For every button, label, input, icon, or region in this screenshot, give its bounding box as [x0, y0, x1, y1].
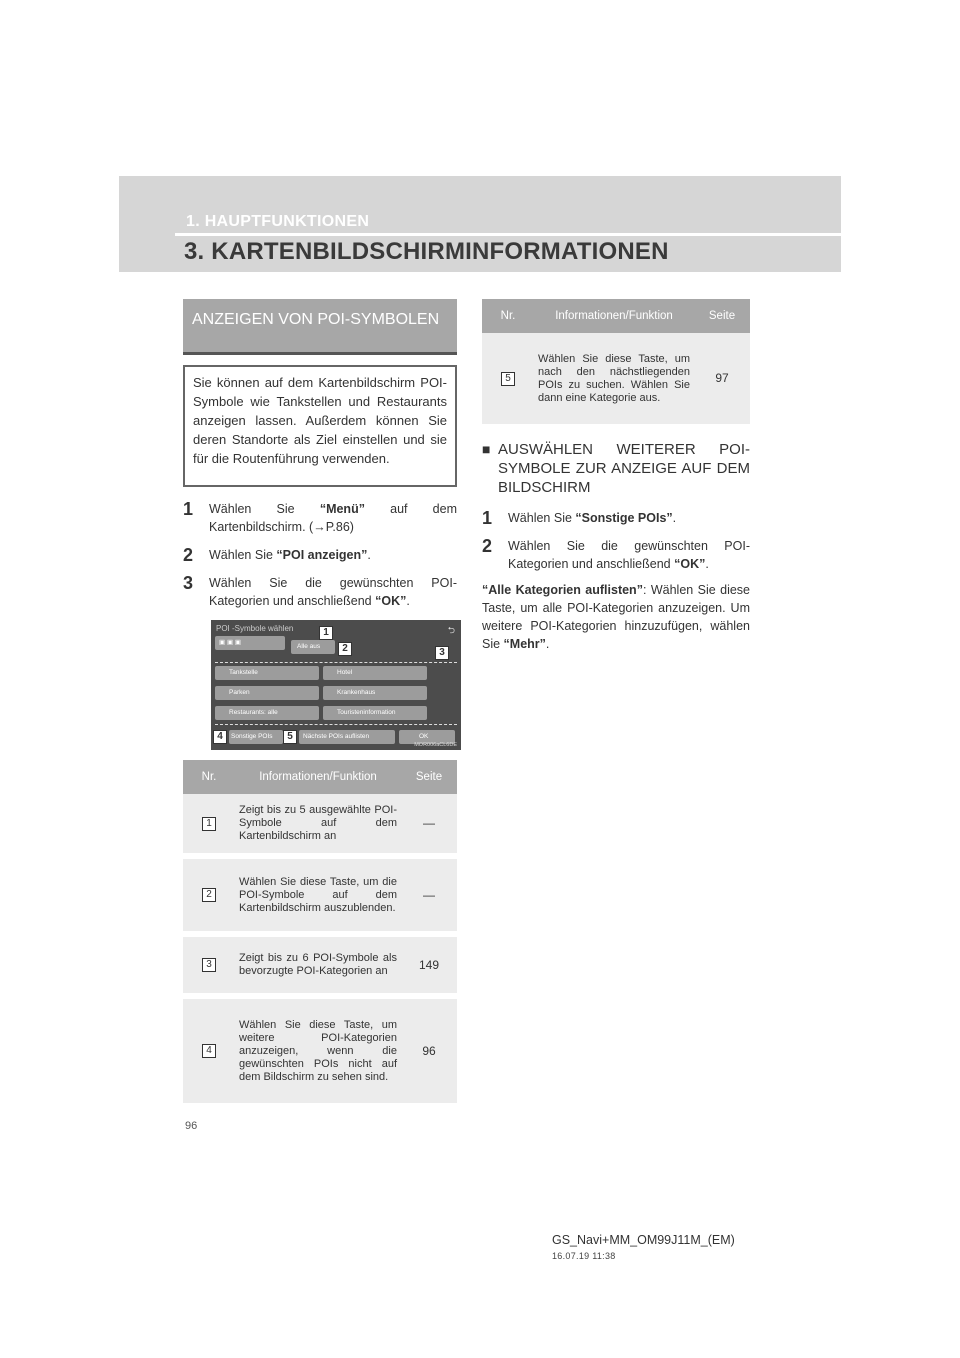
column-header: Seite	[694, 299, 750, 333]
info-table	[183, 760, 457, 1109]
intro-box: Sie können auf dem Kartenbildschirm POI-Symbole wie Tankstellen und Restaurants anzeigen lassen. Außerdem können Sie deren Standorte als Ziel einstellen und sie für die Routenführung verwenden.	[183, 365, 457, 487]
column-header: Nr.	[482, 299, 534, 333]
callout-1: 1	[319, 626, 333, 640]
back-icon[interactable]: ⮌	[447, 625, 455, 635]
row-number: 4	[202, 1044, 216, 1058]
row-info: Wählen Sie diese Taste, um die POI-Symbole auf dem Kartenbildschirm auszublenden.	[235, 856, 401, 934]
document-code: GS_Navi+MM_OM99J11M_(EM)	[552, 1233, 735, 1247]
ok-button[interactable]: OK	[399, 730, 455, 744]
step-number: 2	[183, 545, 194, 565]
table-row	[183, 996, 457, 1106]
screen-title: POI -Symbole wählen	[216, 624, 294, 633]
page-title: 3. KARTENBILDSCHIRMINFORMATIONEN	[184, 238, 669, 265]
row-number: 5	[501, 372, 515, 386]
left-column	[183, 299, 457, 1109]
divider	[215, 724, 457, 725]
alle-kategorien-reference: “Alle Kategorien auflisten”	[482, 583, 643, 597]
mehr-reference: “Mehr”	[503, 637, 546, 651]
step-number: 1	[183, 499, 194, 519]
note-paragraph: “Alle Kategorien auflisten”: Wählen Sie diese Taste, um alle POI-Kategorien anzuzeigen. Um weitere POI-Kategorien hinzuzufügen, wählen Sie “Mehr”.	[482, 583, 750, 651]
sonstige-pois-reference: “Sonstige POIs”	[575, 511, 673, 525]
row-number: 1	[202, 817, 216, 831]
selected-poi-icons: ▣ ▣ ▣	[215, 636, 285, 650]
poi-button-touristeninformation[interactable]: Touristeninformation	[323, 706, 427, 720]
column-header: Informationen/Funktion	[235, 760, 401, 794]
callout-4: 4	[213, 730, 227, 744]
info-table-continued	[482, 299, 750, 430]
ok-reference: “OK”	[375, 594, 407, 608]
step-1: 1 Wählen Sie “Sonstige POIs”.	[482, 508, 677, 528]
table-row	[183, 794, 457, 856]
step-number: 3	[183, 573, 194, 593]
figure-code: MOR006aCL6DE	[414, 742, 457, 748]
column-header: Informationen/Funktion	[534, 299, 694, 333]
step-3: 3 Wählen Sie die gewünschten POI-Kategorien und anschließend “OK”.	[183, 573, 457, 608]
step-2: 2 Wählen Sie “POI anzeigen”.	[183, 545, 371, 565]
poi-screen-figure	[211, 620, 461, 750]
poi-button-krankenhaus[interactable]: Krankenhaus	[323, 686, 427, 700]
row-page: 149	[401, 934, 457, 996]
step-2: 2 Wählen Sie die gewünschten POI-Kategorien und anschließend “OK”.	[482, 536, 750, 571]
row-page: —	[401, 794, 457, 856]
poi-button-parken[interactable]: Parken	[215, 686, 319, 700]
column-header: Seite	[401, 760, 457, 794]
row-number: 2	[202, 888, 216, 902]
table-row	[183, 856, 457, 934]
row-page: 96	[401, 996, 457, 1106]
callout-5: 5	[283, 730, 297, 744]
callout-3: 3	[435, 646, 449, 660]
callout-2: 2	[338, 642, 352, 656]
square-bullet-icon: ■	[482, 441, 491, 457]
table-header-row	[183, 760, 457, 794]
alle-aus-button[interactable]: Alle aus	[291, 640, 335, 654]
subsection-heading: ■ AUSWÄHLEN WEITERER POI-SYMBOLE ZUR ANZEIGE AUF DEM BILDSCHIRM	[482, 441, 750, 496]
section-label: 1. HAUPTFUNKTIONEN	[186, 213, 370, 230]
poi-button-restaurants[interactable]: Restaurants: alle	[215, 706, 319, 720]
row-info: Zeigt bis zu 6 POI-Symbole als bevorzugte POI-Kategorien an	[235, 934, 401, 996]
step-number: 2	[482, 536, 493, 556]
table-row	[183, 934, 457, 996]
section-title: ANZEIGEN VON POI-SYMBOLEN	[183, 299, 457, 355]
ok-reference: “OK”	[674, 557, 706, 571]
poi-button-hotel[interactable]: Hotel	[323, 666, 427, 680]
row-info: Wählen Sie diese Taste, um weitere POI-Kategorien anzuzeigen, wenn die gewünschten POIs nicht auf dem Bildschirm zu sehen sind.	[235, 996, 401, 1106]
right-column	[482, 299, 750, 653]
menu-reference: “Menü”	[319, 502, 365, 516]
column-header: Nr.	[183, 760, 235, 794]
naechste-pois-button[interactable]: Nächste POIs auflisten	[299, 730, 395, 744]
step-1: 1 Wählen Sie “Menü” auf dem Kartenbildschirm. (→P.86)	[183, 499, 457, 534]
step-number: 1	[482, 508, 493, 528]
sonstige-pois-button[interactable]: Sonstige POIs	[229, 730, 283, 744]
row-number: 3	[202, 958, 216, 972]
table-header-row	[482, 299, 750, 333]
row-page: —	[401, 856, 457, 934]
page-number: 96	[185, 1120, 198, 1132]
row-page: 97	[694, 333, 750, 427]
table-row	[482, 333, 750, 427]
poi-anzeigen-reference: “POI anzeigen”	[276, 548, 368, 562]
row-info: Wählen Sie diese Taste, um nach den nächstliegenden POIs zu suchen. Wählen Sie dann eine Kategorie aus.	[534, 333, 694, 427]
row-info: Zeigt bis zu 5 ausgewählte POI-Symbole auf dem Kartenbildschirm an	[235, 794, 401, 856]
document-date: 16.07.19 11:38	[552, 1251, 616, 1261]
header-rule	[175, 233, 841, 236]
poi-button-tankstelle[interactable]: Tankstelle	[215, 666, 319, 680]
divider	[215, 662, 457, 663]
